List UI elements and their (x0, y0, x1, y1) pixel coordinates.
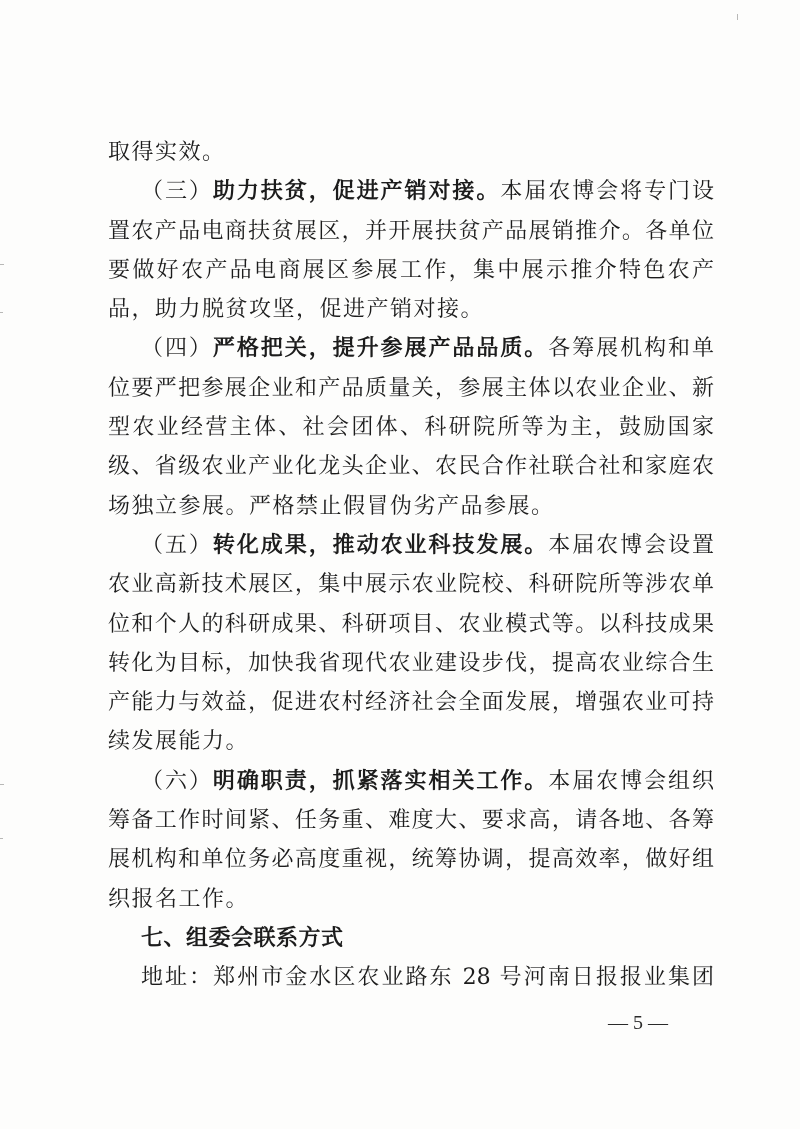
text-line: 位和个人的科研成果、科研项目、农业模式等。以科技成果 (108, 611, 714, 637)
scan-mark (0, 264, 4, 265)
item-5-heading-line (108, 526, 714, 565)
text-line: 要做好农产品电商展区参展工作，集中展示推介特色农产 (108, 257, 714, 283)
item-4-heading-line (108, 329, 714, 368)
scan-mark (737, 14, 738, 20)
text-line: 品，助力脱贫攻坚，促进产销对接。 (108, 297, 485, 323)
text-line: 展机构和单位务必高度重视，统筹协调，提高效率，做好组 (108, 847, 714, 873)
item-6-heading-line (108, 762, 714, 801)
item-label: （三） (141, 179, 213, 205)
document-body (108, 133, 714, 998)
item-title: 转化成果，推动农业科技发展。 (212, 531, 549, 558)
item-title: 严格把关，提升参展产品品质。 (212, 335, 549, 362)
item-3-heading-line (108, 172, 714, 211)
item-label: （六） (141, 768, 213, 794)
text-line: 筹备工作时间紧、任务重、难度大、要求高，请各地、各筹 (108, 808, 714, 834)
text-line: 位要严把参展企业和产品质量关，参展主体以农业企业、新 (108, 375, 714, 401)
section-7-heading: 七、组委会联系方式 (141, 925, 344, 951)
text-line: 取得实效。 (108, 140, 226, 165)
item-title: 明确职责，抓紧落实相关工作。 (212, 767, 549, 794)
scan-mark (0, 784, 4, 785)
item-label: （四） (141, 336, 213, 362)
text-line: 级、省级农业产业化龙头企业、农民合作社联合社和家庭农 (108, 454, 714, 480)
text-line: 场独立参展。严格禁止假冒伪劣产品参展。 (108, 493, 555, 519)
scan-mark (0, 838, 3, 839)
text-line: 产能力与效益，促进农村经济社会全面发展，增强农业可持 (108, 690, 714, 716)
text-line: 农业高新技术展区，集中展示农业院校、科研院所等涉农单 (108, 572, 714, 598)
scan-mark (0, 312, 3, 313)
text-line: 续发展能力。 (108, 729, 250, 755)
item-title: 助力扶贫，促进产销对接。 (212, 178, 501, 205)
text-line: 织报名工作。 (108, 886, 250, 912)
page-number: — 5 — (608, 1012, 668, 1034)
address-line: 地址：郑州市金水区农业路东 28 号河南日报报业集团 (141, 965, 714, 991)
item-text: 本届农博会将专门设 (500, 179, 714, 205)
item-text: 本届农博会组织 (548, 768, 714, 794)
text-line: 型农业经营主体、社会团体、科研院所等为主，鼓励国家 (108, 415, 714, 441)
text-line: 转化为目标，加快我省现代农业建设步伐，提高农业综合生 (108, 650, 714, 676)
item-text: 各筹展机构和单 (548, 336, 714, 362)
item-label: （五） (141, 532, 213, 558)
text-line: 置农产品电商扶贫展区，并开展扶贫产品展销推介。各单位 (108, 218, 714, 244)
item-text: 本届农博会设置 (548, 532, 714, 558)
